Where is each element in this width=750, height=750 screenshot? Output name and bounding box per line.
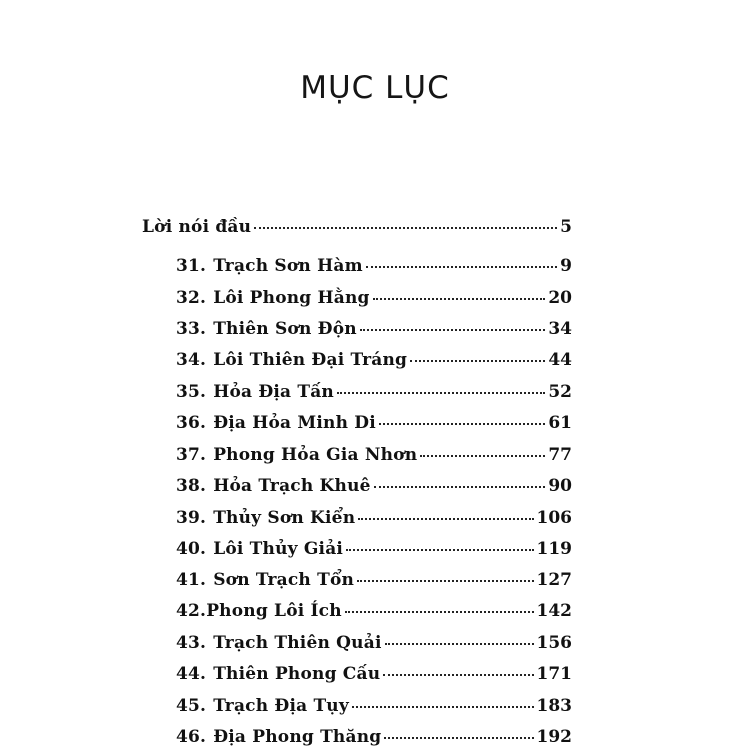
toc-entry-page: 156: [536, 633, 572, 653]
dot-leader: [379, 422, 545, 425]
toc-entry: [176, 350, 572, 370]
toc-entry-page: 127: [536, 570, 572, 590]
dot-leader: [346, 548, 533, 551]
toc-entry-label: Lôi Phong Hằng: [213, 288, 370, 308]
toc-entry: [176, 633, 572, 653]
toc-entry-number: 39.: [176, 508, 207, 528]
toc-entry-page: 171: [536, 664, 572, 684]
toc-entry: [176, 476, 572, 496]
toc-entry-number: 40.: [176, 539, 207, 559]
toc-entry-number: 43.: [176, 633, 207, 653]
toc-entry: [176, 382, 572, 402]
toc-entry-number: 38.: [176, 476, 207, 496]
toc-entry-label: Trạch Địa Tụy: [213, 696, 349, 716]
dot-leader: [384, 736, 533, 739]
toc-entry: [176, 319, 572, 339]
toc-entry: [176, 664, 572, 684]
toc-entry-page: 142: [536, 601, 572, 621]
toc-entry-number: 31.: [176, 256, 207, 276]
toc-entry: [176, 508, 572, 528]
dot-leader: [374, 485, 546, 488]
toc-entry-page: 106: [536, 508, 572, 528]
toc-entry: [176, 288, 572, 308]
toc-entry-page: 192: [536, 727, 572, 747]
toc-entry-page: 44: [548, 350, 572, 370]
toc-entry-number: 34.: [176, 350, 207, 370]
dot-leader: [385, 642, 534, 645]
toc-entry-number: 35.: [176, 382, 207, 402]
toc-entry-label: Lôi Thủy Giải: [213, 539, 344, 559]
toc-entry-label: Sơn Trạch Tổn: [213, 570, 355, 590]
toc-entry: [176, 445, 572, 465]
toc-entry-label: Hỏa Địa Tấn: [213, 382, 334, 402]
toc-entry: [176, 570, 572, 590]
toc-entry: [176, 696, 572, 716]
toc-entry-label: Thủy Sơn Kiển: [213, 508, 356, 528]
toc-entry-page: 52: [548, 382, 572, 402]
dot-leader: [420, 454, 545, 457]
toc-entry-number: 45.: [176, 696, 207, 716]
toc-entry-number: 41.: [176, 570, 207, 590]
toc-entry: [176, 601, 572, 621]
dot-leader: [337, 391, 545, 394]
toc-entry-label: Lời nói đầu: [142, 217, 252, 237]
dot-leader: [410, 359, 545, 362]
dot-leader: [383, 673, 533, 676]
dot-leader: [357, 579, 533, 582]
toc-entry-label: Phong Hỏa Gia Nhơn: [213, 445, 418, 465]
dot-leader: [358, 517, 533, 520]
toc-entry-label: Trạch Sơn Hàm: [213, 256, 363, 276]
toc-entry-label: Thiên Phong Cấu: [213, 664, 381, 684]
toc-entry-page: 5: [560, 217, 572, 237]
toc-entry-label: Phong Lôi Ích: [206, 601, 342, 621]
dot-leader: [254, 226, 557, 229]
dot-leader: [352, 705, 534, 708]
toc-entry-intro: [142, 217, 572, 237]
toc-entry-label: Thiên Sơn Độn: [213, 319, 357, 339]
dot-leader: [366, 265, 557, 268]
toc-entry-page: 9: [560, 256, 572, 276]
toc-entry-page: 183: [536, 696, 572, 716]
toc-entry-page: 20: [548, 288, 572, 308]
dot-leader: [360, 328, 546, 331]
toc-entry-page: 119: [536, 539, 572, 559]
toc-entry-number: 33.: [176, 319, 207, 339]
toc-entry: [176, 539, 572, 559]
toc-entry-page: 90: [548, 476, 572, 496]
toc-entry-label: Trạch Thiên Quải: [213, 633, 382, 653]
toc-entry: [176, 256, 572, 276]
toc-entry-number: 44.: [176, 664, 207, 684]
toc-entry: [176, 727, 572, 747]
toc-entry-number: 32.: [176, 288, 207, 308]
toc-entry-number: 36.: [176, 413, 207, 433]
toc-entry-page: 61: [548, 413, 572, 433]
toc-entry: [176, 413, 572, 433]
toc-entry-page: 34: [548, 319, 572, 339]
toc-entry-label: Địa Hỏa Minh Di: [213, 413, 376, 433]
toc-entry-number: 46.: [176, 727, 207, 747]
toc-entry-number: 42.: [176, 601, 207, 621]
toc-entry-number: 37.: [176, 445, 207, 465]
toc-entry-label: Hỏa Trạch Khuê: [213, 476, 371, 496]
dot-leader: [373, 297, 546, 300]
page-title: MỤC LỤC: [300, 70, 450, 106]
toc-entry-label: Địa Phong Thăng: [213, 727, 382, 747]
dot-leader: [345, 610, 534, 613]
toc-entry-page: 77: [548, 445, 572, 465]
toc-entry-label: Lôi Thiên Đại Tráng: [213, 350, 408, 370]
